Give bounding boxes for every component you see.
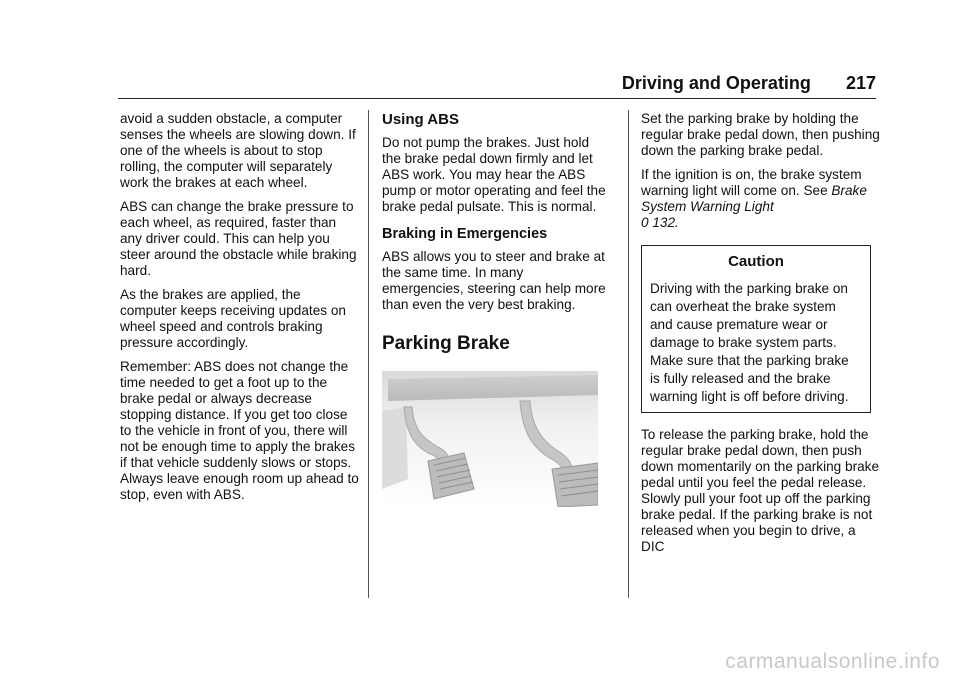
paragraph: As the brakes are applied, the computer keeps receiving updates on wheel speed and controls braking pressure accordingly. (120, 287, 346, 350)
braking-emergencies-heading: Braking in Emergencies (382, 226, 548, 242)
paragraph: Remember: ABS does not change the time needed to get a foot up to the brake pedal or always decrease stopping distance. If you get too close to the vehicle in front of you, there will not be enough time to apply the brakes if that vehicle suddenly slows or stops. Always leave enough room up ahead to stop, even with ABS. (120, 359, 359, 502)
paragraph: ABS can change the brake pressure to each wheel, as required, faster than any driver could. This can help you steer around the obstacle while braking hard. (120, 199, 357, 278)
paragraph: To release the parking brake, hold the regular brake pedal down, then push down momentarily on the parking brake pedal until you feel the pedal release. Slowly pull your foot up off the parking brake pedal. If the parking brake is not released when you begin to drive, a DIC (641, 427, 880, 554)
using-abs-heading: Using ABS (382, 111, 459, 128)
paragraph (641, 167, 881, 231)
pedals-illustration (382, 371, 598, 507)
column-divider-1 (368, 110, 369, 598)
page-header (0, 73, 876, 94)
cross-reference-link[interactable]: Brake System Warning Light (641, 183, 867, 214)
paragraph: avoid a sudden obstacle, a computer senses the wheels are slowing down. If one of the wheels is about to stop rolling, the computer will separately work the brakes at each wheel. (120, 111, 356, 190)
text-column-2 (382, 111, 608, 511)
cross-reference-page[interactable]: 0 132. (641, 215, 679, 230)
using-abs-paragraph: Do not pump the brakes. Just hold the brake pedal down firmly and let ABS work. You may hear the ABS pump or motor operating and feel the brake pedal pulsate. This is normal. (382, 135, 606, 214)
page-number: 217 (845, 73, 876, 93)
column-divider-2 (628, 110, 629, 598)
text-column-3 (641, 111, 881, 563)
caution-text: Driving with the parking brake on can overheat the brake system and cause premature wear or damage to brake system parts. Make sure that the parking brake is fully released and the brake warning light is off before driving. (650, 281, 849, 404)
caution-box (641, 245, 871, 413)
watermark-text: carmanualsonline.info (725, 650, 940, 673)
watermark (0, 650, 960, 674)
paragraph: Set the parking brake by holding the regular brake pedal down, then pushing down the parking brake pedal. (641, 111, 880, 158)
text-column-1 (120, 111, 360, 511)
caution-title: Caution (728, 253, 784, 270)
paragraph-text: If the ignition is on, the brake system warning light will come on. See (641, 167, 862, 198)
braking-emergencies-paragraph: ABS allows you to steer and brake at the same time. In many emergencies, steering can help more than even the very best braking. (382, 249, 606, 312)
header-rule (118, 98, 876, 99)
parking-brake-heading: Parking Brake (382, 333, 510, 354)
section-title: Driving and Operating (621, 73, 811, 93)
